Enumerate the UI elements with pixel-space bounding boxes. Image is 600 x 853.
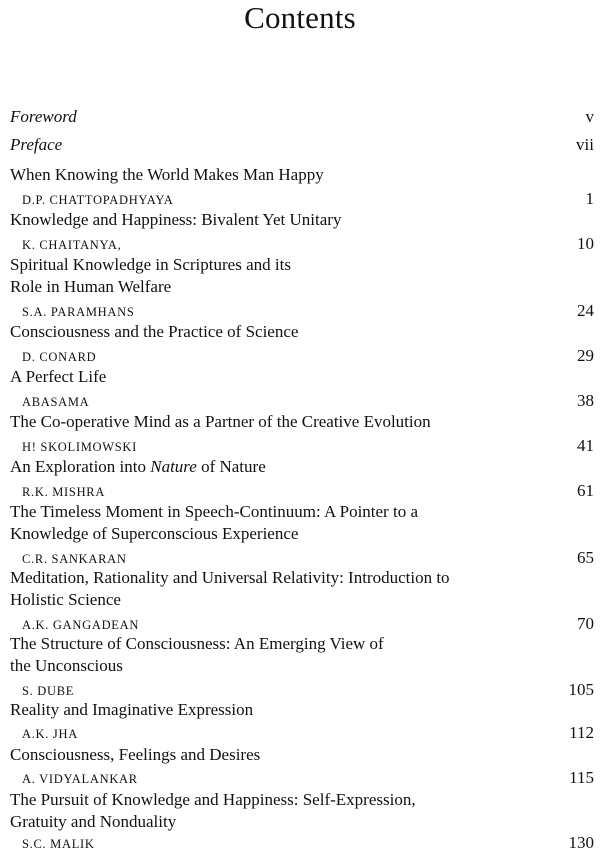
entry-author: R.K. MISHRA	[22, 485, 106, 499]
entry-title: Meditation, Rationality and Universal Relativity: Introduction to	[10, 568, 450, 587]
entry-title: Consciousness and the Practice of Science	[10, 322, 299, 341]
entry-page-number: 29	[577, 346, 594, 365]
entry-title	[10, 456, 266, 477]
toc-entry-title[interactable]	[10, 411, 594, 432]
toc-entry-author-line	[22, 547, 594, 568]
entry-page-number: 70	[577, 614, 594, 633]
entry-author: D.P. CHATTOPADHYAYA	[22, 193, 174, 207]
entry-title-continued: Role in Human Welfare	[10, 277, 172, 296]
entry-title: A Perfect Life	[10, 367, 107, 386]
toc-entry-title[interactable]	[10, 501, 594, 522]
entry-title-italic-part: Nature	[150, 457, 197, 476]
entry-author: A.K. JHA	[22, 727, 78, 741]
entry-author: S.C. MALIK	[22, 837, 95, 851]
toc-entry-title[interactable]	[10, 321, 594, 342]
toc-entry-title[interactable]	[10, 744, 594, 765]
entry-author: S. DUBE	[22, 684, 75, 698]
entry-author: H! SKOLIMOWSKI	[22, 440, 138, 454]
toc-entry-preface[interactable]	[10, 134, 594, 155]
toc-entry-author-line	[22, 679, 594, 700]
entry-title: When Knowing the World Makes Man Happy	[10, 165, 324, 184]
entry-page-number: 65	[577, 548, 594, 567]
entry-author: K. CHAITANYA,	[22, 238, 122, 252]
toc-entry-title-continued[interactable]	[10, 811, 594, 832]
entry-author: C.R. SANKARAN	[22, 552, 127, 566]
entry-title: Consciousness, Feelings and Desires	[10, 745, 261, 764]
toc-entry-title[interactable]	[10, 366, 594, 387]
toc-entry-author-line	[22, 832, 594, 853]
entry-page-number: 61	[577, 481, 594, 500]
entry-title-continued: Knowledge of Superconscious Experience	[10, 524, 299, 543]
entry-title-part: of Nature	[196, 457, 266, 476]
toc-entry-title[interactable]	[10, 789, 594, 810]
entry-title: Reality and Imaginative Expression	[10, 700, 254, 719]
toc-entry-author-line	[22, 613, 594, 634]
entry-title: Preface	[10, 135, 63, 154]
entry-page-number: 105	[568, 680, 594, 699]
entry-page-number: v	[585, 107, 594, 126]
toc-entry-title-continued[interactable]	[10, 589, 594, 610]
entry-page-number: 38	[577, 391, 594, 410]
toc-entry-author-line	[22, 188, 594, 209]
entry-page-number: 115	[569, 768, 594, 787]
entry-author: S.A. PARAMHANS	[22, 305, 135, 319]
entry-title: The Timeless Moment in Speech-Continuum: A Pointer to a	[10, 502, 418, 521]
toc-entry-title[interactable]	[10, 567, 594, 588]
toc-entry-title[interactable]	[10, 254, 594, 275]
toc-entry-title-continued[interactable]	[10, 655, 594, 676]
entry-page-number: 10	[577, 234, 594, 253]
entry-title-continued: Holistic Science	[10, 590, 121, 609]
entry-title-continued: Gratuity and Nonduality	[10, 812, 177, 831]
toc-entry-author-line	[22, 345, 594, 366]
entry-title: Spiritual Knowledge in Scriptures and its	[10, 255, 291, 274]
entry-page-number: vii	[576, 135, 594, 154]
entry-author: A.K. GANGADEAN	[22, 618, 140, 632]
entry-title-part: An Exploration into	[10, 457, 151, 476]
toc-entry-title[interactable]	[10, 164, 594, 185]
toc-entry-author-line	[22, 435, 594, 456]
toc-entry-author-line	[22, 480, 594, 501]
entry-page-number: 24	[577, 301, 594, 320]
entry-page-number: 1	[585, 189, 594, 208]
toc-entry-title[interactable]	[10, 456, 594, 477]
entry-author: A. VIDYALANKAR	[22, 772, 138, 786]
toc-entry-title[interactable]	[10, 209, 594, 230]
toc-entry-author-line	[22, 390, 594, 411]
entry-title: The Pursuit of Knowledge and Happiness: Self-Expression,	[10, 790, 416, 809]
entry-page-number: 112	[569, 723, 594, 742]
toc-entry-foreword[interactable]	[10, 106, 594, 127]
entry-author: ABASAMA	[22, 395, 90, 409]
page-title: Contents	[244, 0, 356, 35]
entry-title: Knowledge and Happiness: Bivalent Yet Unitary	[10, 210, 342, 229]
toc-entry-author-line	[22, 233, 594, 254]
toc-entry-author-line	[22, 300, 594, 321]
entry-title: Foreword	[10, 107, 77, 126]
toc-entry-title-continued[interactable]	[10, 276, 594, 297]
toc-entry-author-line	[22, 722, 594, 743]
toc-entry-title-continued[interactable]	[10, 523, 594, 544]
toc-entry-title[interactable]	[10, 633, 594, 654]
entry-page-number: 41	[577, 436, 594, 455]
entry-page-number: 130	[568, 833, 594, 852]
toc-entry-title[interactable]	[10, 699, 594, 720]
entry-title-continued: the Unconscious	[10, 656, 123, 675]
entry-title: The Structure of Consciousness: An Emerging View of	[10, 634, 384, 653]
entry-title: The Co-operative Mind as a Partner of the Creative Evolution	[10, 412, 431, 431]
entry-author: D. CONARD	[22, 350, 97, 364]
toc-entry-author-line	[22, 767, 594, 788]
